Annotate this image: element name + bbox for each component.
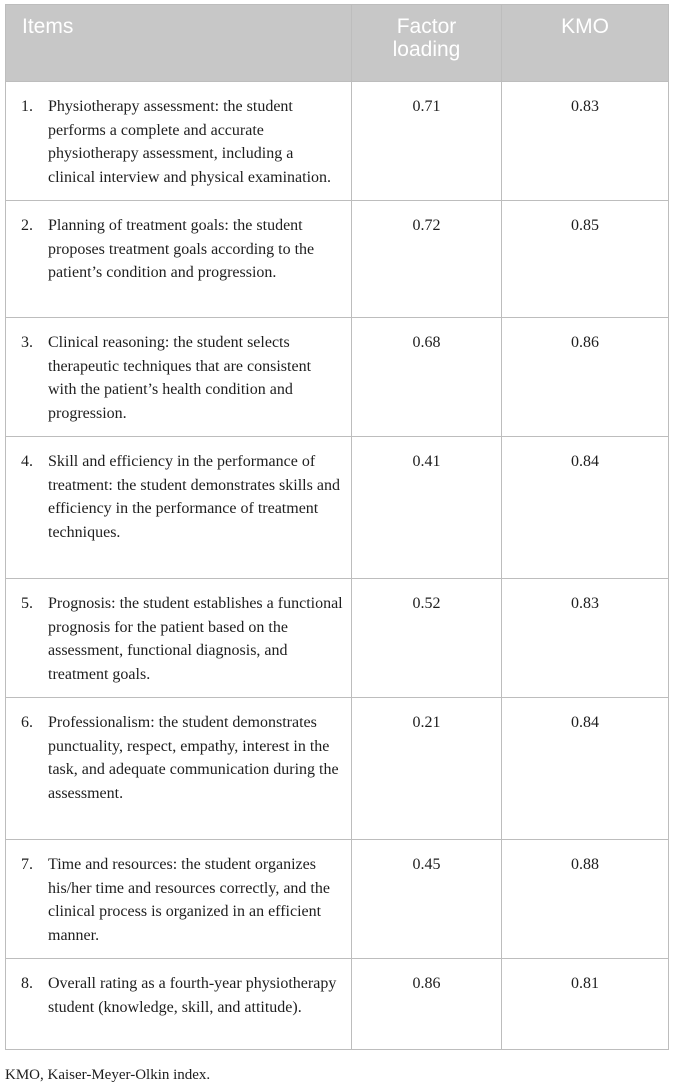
item-text: Skill and efficiency in the performance of treatment: the student demonstrates skills and efficiency in the performance of treatment techniques. [48, 453, 340, 541]
table-footnote: KMO, Kaiser-Meyer-Olkin index. [5, 1067, 211, 1083]
item-text: Overall rating as a fourth-year physiotherapy student (knowledge, skill, and attitude). [48, 975, 337, 1016]
table-body [6, 82, 669, 1050]
factor-loading-value: 0.21 [352, 698, 502, 840]
kmo-value: 0.83 [502, 82, 669, 201]
item-cell [6, 959, 352, 1050]
table-row [6, 698, 669, 840]
item-number: 1. [21, 98, 33, 115]
item-cell [6, 437, 352, 579]
kmo-value: 0.86 [502, 318, 669, 437]
item-cell [6, 201, 352, 318]
item-cell [6, 579, 352, 698]
item-text: Time and resources: the student organizes his/her time and resources correctly, and the clinical process is organized in an efficient manner. [48, 856, 330, 944]
header-items: Items [6, 5, 352, 82]
kmo-value: 0.83 [502, 579, 669, 698]
kmo-value: 0.84 [502, 437, 669, 579]
item-cell [6, 698, 352, 840]
header-kmo: KMO [502, 5, 669, 82]
item-number: 3. [21, 334, 33, 351]
factor-loading-value: 0.41 [352, 437, 502, 579]
header-row [6, 5, 669, 82]
item-cell [6, 318, 352, 437]
item-number: 6. [21, 714, 33, 731]
kmo-value: 0.84 [502, 698, 669, 840]
item-text: Clinical reasoning: the student selects therapeutic techniques that are consistent with the patient’s health condition and progression. [48, 334, 312, 422]
table-row [6, 201, 669, 318]
factor-loading-value: 0.45 [352, 840, 502, 959]
factor-loading-value: 0.71 [352, 82, 502, 201]
table-row [6, 579, 669, 698]
header-factor-loading-line2: loading [392, 38, 461, 61]
header-factor-loading [352, 5, 502, 82]
table-row [6, 959, 669, 1050]
item-text: Planning of treatment goals: the student proposes treatment goals according to the patient’s condition and progression. [48, 217, 315, 281]
factor-loading-value: 0.52 [352, 579, 502, 698]
item-cell [6, 840, 352, 959]
item-text: Professionalism: the student demonstrates punctuality, respect, empathy, interest in the task, and adequate communication during the assessment. [48, 714, 339, 802]
factor-loading-value: 0.86 [352, 959, 502, 1050]
item-number: 2. [21, 217, 33, 234]
table-row [6, 437, 669, 579]
item-number: 4. [21, 453, 33, 470]
header-factor-loading-line1: Factor [396, 15, 457, 38]
item-number: 7. [21, 856, 33, 873]
table-header [6, 5, 669, 82]
item-number: 5. [21, 595, 33, 612]
kmo-value: 0.85 [502, 201, 669, 318]
kmo-value: 0.81 [502, 959, 669, 1050]
kmo-value: 0.88 [502, 840, 669, 959]
table-row [6, 82, 669, 201]
items-table [5, 4, 669, 1050]
factor-loading-value: 0.72 [352, 201, 502, 318]
item-text: Prognosis: the student establishes a functional prognosis for the patient based on the assessment, functional diagnosis, and treatment goals. [48, 595, 343, 683]
item-text: Physiotherapy assessment: the student performs a complete and accurate physiotherapy assessment, including a clinical interview and physical examination. [48, 98, 332, 186]
table-row [6, 318, 669, 437]
item-number: 8. [21, 975, 33, 992]
factor-loading-value: 0.68 [352, 318, 502, 437]
item-cell [6, 82, 352, 201]
table-row [6, 840, 669, 959]
